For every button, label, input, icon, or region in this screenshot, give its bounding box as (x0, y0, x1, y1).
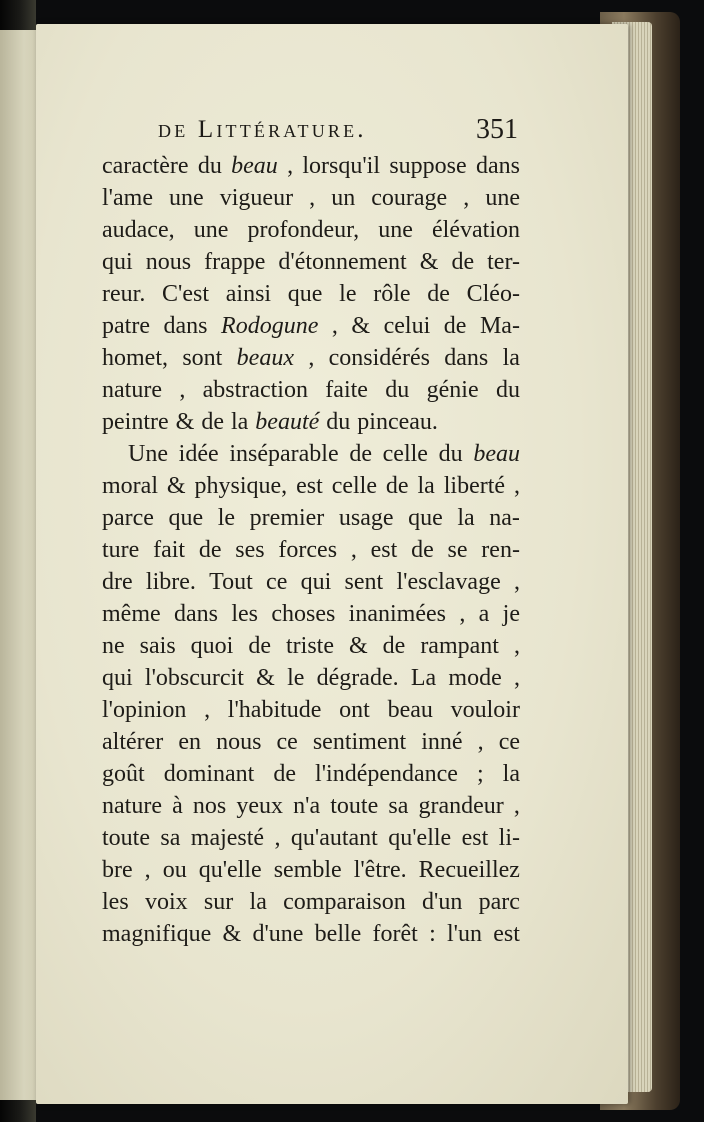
word: profondeur, (247, 217, 360, 243)
word: caractère (102, 153, 189, 179)
word: de (273, 761, 297, 787)
word: patre (102, 313, 150, 339)
word: audace, (102, 217, 175, 243)
word: , (513, 569, 520, 595)
word: de (451, 249, 475, 275)
word: les (102, 889, 129, 915)
word: toute (330, 793, 379, 819)
word: belle (314, 921, 362, 947)
word: triste (285, 633, 334, 659)
word: de (248, 633, 271, 659)
word: le (287, 665, 305, 691)
word: nos (192, 793, 227, 819)
word: & (222, 921, 242, 947)
word: moral (102, 473, 158, 499)
text-line (102, 918, 520, 950)
word: est (461, 825, 489, 851)
word: sa (160, 825, 181, 851)
word: élévation (432, 217, 520, 243)
word: & (351, 313, 371, 339)
word: inanimées (348, 601, 446, 627)
text-line (102, 726, 520, 758)
word: une (485, 185, 520, 211)
word: celle (382, 441, 428, 467)
word: Cléo- (466, 281, 520, 307)
word: li- (498, 825, 520, 851)
word: Une (128, 441, 168, 467)
word: courage (371, 185, 448, 211)
text-line (102, 790, 520, 822)
italic-word: beaux (236, 345, 294, 371)
word: ce (276, 729, 298, 755)
word: C'est (162, 281, 210, 307)
word: idée (178, 441, 219, 467)
text-line (102, 182, 520, 214)
word: homet, (102, 345, 168, 371)
italic-word: beau (473, 441, 520, 467)
word: , (308, 345, 315, 371)
word: qui (102, 665, 133, 691)
word: du (438, 441, 463, 467)
word: , (287, 153, 294, 179)
word: l'un (447, 921, 482, 947)
word: , (331, 313, 338, 339)
word: magnifique (102, 921, 212, 947)
word: bre (102, 857, 133, 883)
word: d'étonnement (278, 249, 407, 275)
word: frappe (204, 249, 266, 275)
word: celle (331, 473, 377, 499)
word: une (169, 185, 204, 211)
word: la (502, 761, 520, 787)
word: nature (102, 377, 162, 403)
word: , (513, 633, 520, 659)
word: même (102, 601, 161, 627)
word: forêt (372, 921, 418, 947)
text-line (102, 374, 520, 406)
word: la (249, 889, 267, 915)
italic-word: Rodogune (221, 313, 319, 339)
word: du (495, 377, 520, 403)
text-line (102, 758, 520, 790)
word: sent (344, 569, 384, 595)
word: la (230, 409, 249, 435)
word: rampant (420, 633, 499, 659)
word: , (144, 857, 151, 883)
word: usage (338, 505, 394, 531)
word: l'ame (102, 185, 153, 211)
word: génie (426, 377, 479, 403)
word: vigueur (219, 185, 294, 211)
word: celui (383, 313, 431, 339)
word: de (385, 473, 409, 499)
word: parce (102, 505, 154, 531)
word: premier (249, 505, 325, 531)
word: dans (444, 345, 489, 371)
text-line (102, 406, 520, 438)
word: ainsi (225, 281, 272, 307)
word: goût (102, 761, 145, 787)
word: , (274, 825, 281, 851)
text-line (102, 310, 520, 342)
word: a (478, 601, 490, 627)
word: ses (235, 537, 265, 563)
text-line (102, 822, 520, 854)
word: l'être. (353, 857, 407, 883)
word: à (172, 793, 183, 819)
text-line (102, 534, 520, 566)
word: ce (266, 569, 288, 595)
word: faite (325, 377, 368, 403)
word: dégrade. (316, 665, 399, 691)
word: de (201, 409, 224, 435)
word: physique, (194, 473, 288, 499)
text-line (102, 662, 520, 694)
word: , (309, 185, 316, 211)
word: dans (475, 153, 520, 179)
word: l'indépendance (315, 761, 458, 787)
word: majesté (190, 825, 265, 851)
word: rôle (373, 281, 411, 307)
word: , (477, 729, 484, 755)
word: je (502, 601, 520, 627)
word: quoi (190, 633, 234, 659)
word: une (378, 217, 413, 243)
word: pinceau. (357, 409, 438, 435)
word: inséparable (229, 441, 339, 467)
word: vouloir (450, 697, 520, 723)
word: la (417, 473, 435, 499)
word: beau (387, 697, 433, 723)
word: & (256, 665, 275, 691)
word: du (326, 409, 351, 435)
word: ou (162, 857, 187, 883)
word: qu'autant (290, 825, 378, 851)
word: abstraction (202, 377, 308, 403)
word: est (370, 537, 398, 563)
word: dre (102, 569, 133, 595)
word: , (513, 665, 520, 691)
word: les (231, 601, 258, 627)
word: libre. (145, 569, 196, 595)
word: & (348, 633, 368, 659)
word: dans (173, 601, 218, 627)
word: , (350, 537, 357, 563)
word: nous (216, 729, 262, 755)
word: que (168, 505, 204, 531)
text-line (102, 246, 520, 278)
word: la (502, 345, 520, 371)
word: na- (489, 505, 520, 531)
text-line (102, 342, 520, 374)
running-head-title: de Littérature. (158, 116, 367, 143)
word: qu'elle (388, 825, 452, 851)
word: que (408, 505, 443, 531)
text-line (102, 854, 520, 886)
word: ne (102, 633, 125, 659)
word: l'esclavage (396, 569, 501, 595)
word: yeux (236, 793, 283, 819)
word: & (175, 409, 195, 435)
word: se (447, 537, 468, 563)
page-number: 351 (476, 114, 518, 145)
word: ture (102, 537, 140, 563)
word: ont (339, 697, 370, 723)
word: liberté (443, 473, 506, 499)
word: de (411, 537, 434, 563)
word: de (427, 281, 450, 307)
text-line (102, 214, 520, 246)
word: du (197, 153, 222, 179)
word: nous (145, 249, 192, 275)
word: de (382, 633, 406, 659)
text-line (102, 438, 520, 470)
word: d'une (252, 921, 304, 947)
word: de (443, 313, 467, 339)
word: parc (478, 889, 520, 915)
word: sa (388, 793, 409, 819)
word: de (198, 537, 222, 563)
word: le (339, 281, 357, 307)
word: Ma- (479, 313, 520, 339)
word: en (178, 729, 201, 755)
word: & (419, 249, 439, 275)
text-line (102, 694, 520, 726)
running-head (158, 114, 518, 148)
text-line (102, 278, 520, 310)
word: : (429, 921, 436, 947)
word: altérer (102, 729, 164, 755)
word: , (204, 697, 211, 723)
word: semble (273, 857, 342, 883)
word: qui (300, 569, 332, 595)
italic-word: beau (231, 153, 278, 179)
word: reur. (102, 281, 146, 307)
text-line (102, 470, 520, 502)
word: forces (278, 537, 338, 563)
word: voix (144, 889, 188, 915)
word: que (287, 281, 323, 307)
word: considérés (328, 345, 430, 371)
word: un (331, 185, 356, 211)
word: est (296, 473, 323, 499)
word: , (463, 185, 470, 211)
text-line (102, 150, 520, 182)
word: comparaison (283, 889, 406, 915)
word: ter- (487, 249, 520, 275)
text-line (102, 598, 520, 630)
word: lorsqu'il (302, 153, 381, 179)
word: une (193, 217, 229, 243)
word: l'habitude (227, 697, 322, 723)
word: dans (163, 313, 208, 339)
word: suppose (389, 153, 467, 179)
text-line (102, 630, 520, 662)
word: fait (153, 537, 186, 563)
word: d'un (422, 889, 463, 915)
word: La (410, 665, 437, 691)
word: Tout (209, 569, 253, 595)
word: sais (139, 633, 176, 659)
body-text (102, 150, 520, 950)
word: sentiment (312, 729, 407, 755)
text-line (102, 886, 520, 918)
word: est (493, 921, 520, 947)
word: , (513, 793, 520, 819)
word: sur (203, 889, 234, 915)
text-line (102, 566, 520, 598)
word: ; (476, 761, 484, 787)
word: peintre (102, 409, 169, 435)
word: qu'elle (198, 857, 262, 883)
word: sont (182, 345, 223, 371)
word: grandeur (418, 793, 504, 819)
word: , (513, 473, 520, 499)
word: , (179, 377, 186, 403)
word: choses (271, 601, 336, 627)
word: mode (448, 665, 502, 691)
word: Recueillez (418, 857, 520, 883)
word: de (349, 441, 372, 467)
word: nature (102, 793, 162, 819)
word: n'a (293, 793, 321, 819)
text-line (102, 502, 520, 534)
word: l'opinion (102, 697, 187, 723)
word: ce (498, 729, 520, 755)
word: qui (102, 249, 133, 275)
word: le (217, 505, 236, 531)
word: dominant (163, 761, 255, 787)
previous-page-edge (0, 30, 40, 1100)
word: & (166, 473, 186, 499)
word: , (459, 601, 466, 627)
word: inné (421, 729, 463, 755)
word: du (385, 377, 410, 403)
word: toute (102, 825, 150, 851)
word: l'obscurcit (144, 665, 244, 691)
word: la (457, 505, 475, 531)
italic-word: beauté (255, 409, 320, 435)
word: ren- (481, 537, 520, 563)
